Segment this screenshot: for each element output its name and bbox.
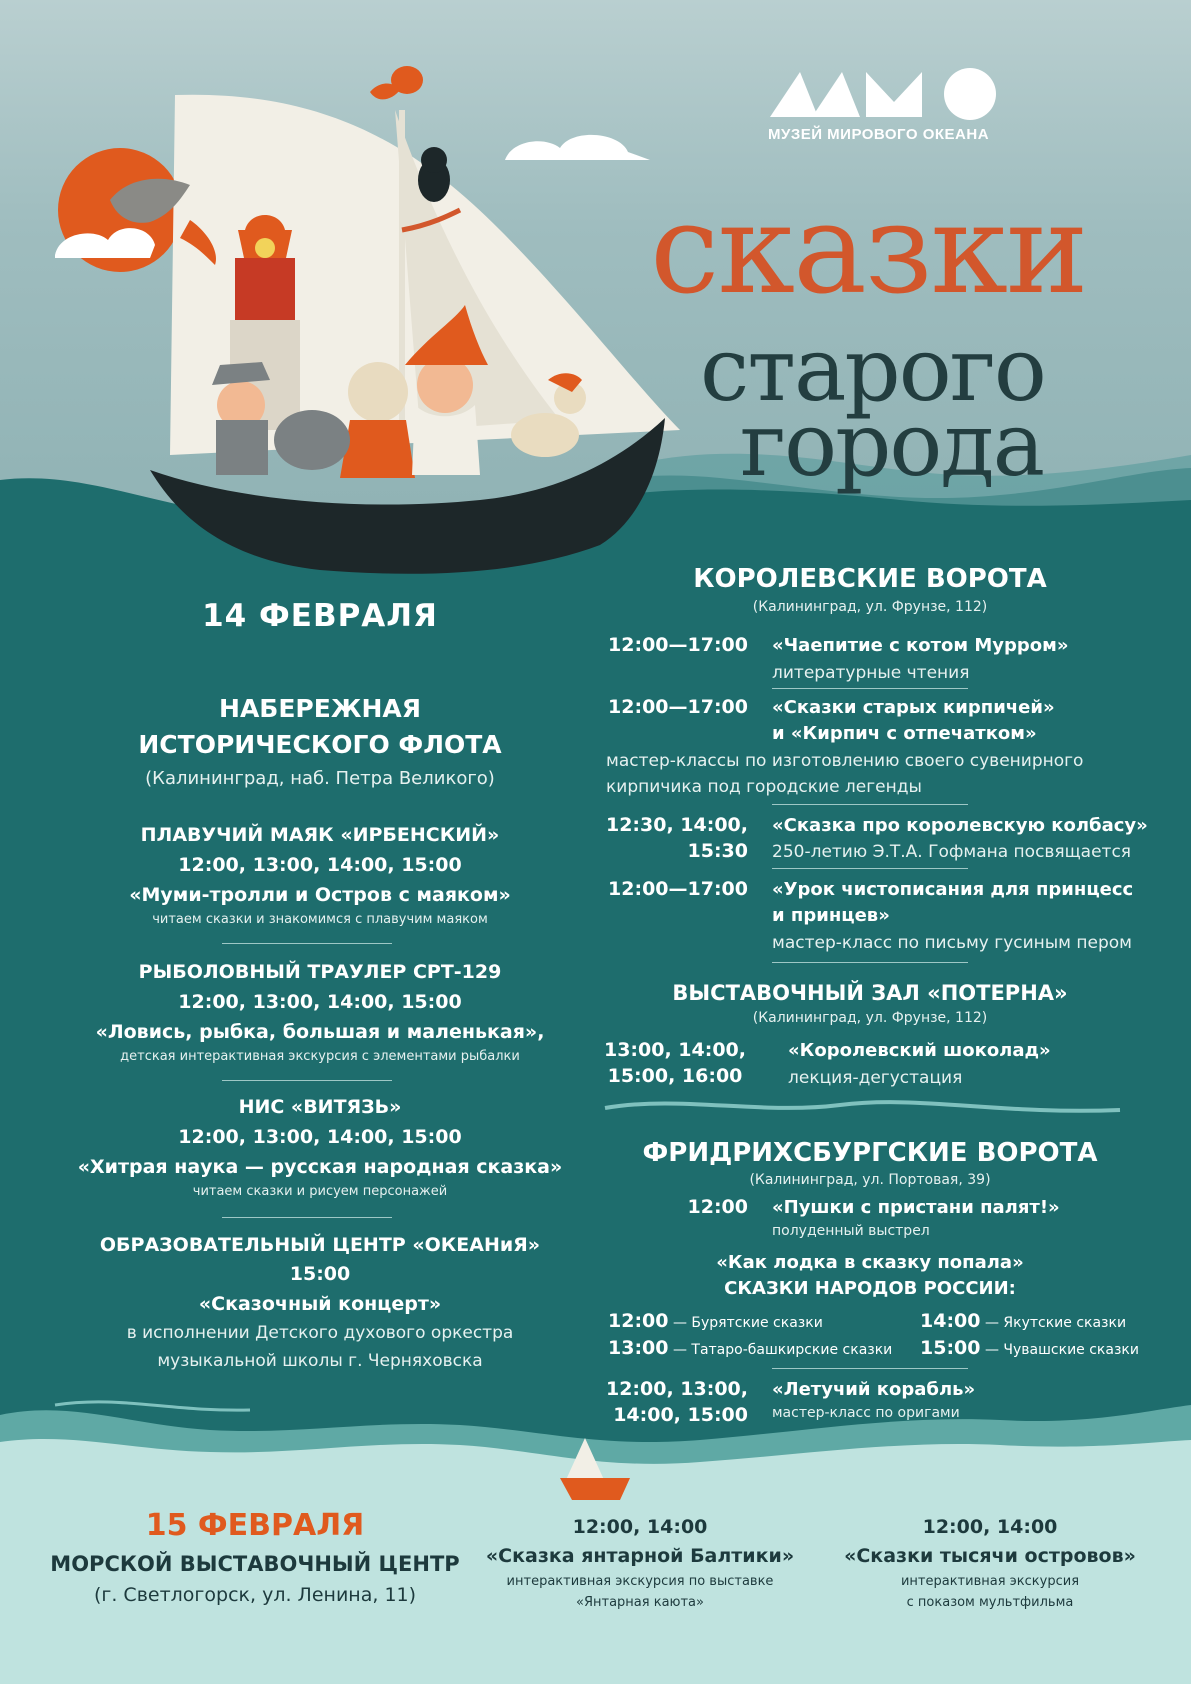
- event-desc-2: музыкальной школы г. Черняховска: [157, 1351, 483, 1371]
- title-line-3: города: [740, 393, 1044, 496]
- time: 15:00: [289, 1263, 351, 1285]
- event-title-2: и принцев»: [772, 905, 890, 926]
- event-title: «Сказочный концерт»: [198, 1293, 442, 1315]
- fridrikh-address: (Калининград, ул. Портовая, 39): [749, 1172, 991, 1188]
- event-desc: читаем сказки и рисуем персонажей: [192, 1184, 448, 1199]
- event-time-1: 12:00, 13:00,: [605, 1378, 748, 1400]
- event-desc-2: кирпичика под городские легенды: [606, 777, 922, 797]
- venue-line-2: ИСТОРИЧЕСКОГО ФЛОТА: [138, 730, 502, 759]
- event-desc: детская интерактивная экскурсия с элементами рыбалки: [120, 1049, 520, 1064]
- venue-address: (Калининград, наб. Петра Великого): [145, 768, 495, 789]
- museum-name: МУЗЕЙ МИРОВОГО ОКЕАНА: [768, 126, 990, 143]
- place-name: ОБРАЗОВАТЕЛЬНЫЙ ЦЕНТР «ОКЕАНиЯ»: [99, 1234, 541, 1256]
- event-time-1: 13:00, 14:00,: [603, 1039, 746, 1061]
- divider: [772, 868, 968, 869]
- tale-item: 14:00 — Якутские сказки: [920, 1310, 1127, 1332]
- divider: [772, 804, 968, 805]
- event-subtitle: СКАЗКИ НАРОДОВ РОССИИ:: [724, 1278, 1016, 1299]
- event-desc-2: с показом мультфильма: [906, 1595, 1074, 1610]
- event-title: «Хитрая наука — русская народная сказка»: [77, 1156, 563, 1178]
- tale-item: 15:00 — Чувашские сказки: [920, 1337, 1139, 1359]
- event-desc-2: «Янтарная каюта»: [576, 1595, 704, 1610]
- event-desc: мастер-класс по письму гусиным пером: [772, 933, 1133, 953]
- feb14-date: 14 ФЕВРАЛЯ: [202, 598, 438, 634]
- event-title-2: и «Кирпич с отпечатком»: [772, 723, 1037, 744]
- event-title: «Чаепитие с котом Мурром»: [772, 635, 1069, 656]
- event-title: «Летучий корабль»: [772, 1379, 976, 1400]
- korolevskie-title: КОРОЛЕВСКИЕ ВОРОТА: [693, 564, 1047, 594]
- event-time: 12:00: [687, 1196, 748, 1218]
- event-time-1: 12:30, 14:00,: [605, 814, 748, 836]
- event-time-2: 15:00, 16:00: [607, 1065, 743, 1087]
- divider: [772, 962, 968, 963]
- tale-item: 12:00 — Бурятские сказки: [608, 1310, 823, 1332]
- divider: [772, 1368, 968, 1369]
- event-time-2: 14:00, 15:00: [613, 1404, 748, 1426]
- event-title-1: «Сказки старых кирпичей»: [772, 697, 1055, 718]
- times: 12:00, 13:00, 14:00, 15:00: [178, 991, 462, 1013]
- tale-item: 13:00 — Татаро-башкирские сказки: [608, 1337, 893, 1359]
- poterna-title: ВЫСТАВОЧНЫЙ ЗАЛ «ПОТЕРНА»: [672, 981, 1068, 1005]
- place-name: НИС «ВИТЯЗЬ»: [238, 1096, 402, 1118]
- place-name: РЫБОЛОВНЫЙ ТРАУЛЕР СРТ-129: [138, 961, 502, 983]
- event-time: 12:00—17:00: [608, 878, 748, 900]
- event-desc: читаем сказки и знакомимся с плавучим маяком: [152, 912, 488, 927]
- event-title: «Сказка про королевскую колбасу»: [772, 815, 1148, 836]
- event-desc: мастер-класс по оригами: [772, 1405, 960, 1421]
- event-title: «Королевский шоколад»: [788, 1040, 1051, 1061]
- event-desc-1: в исполнении Детского духового оркестра: [126, 1323, 514, 1343]
- event-time-2: 15:30: [687, 840, 748, 862]
- event-title: «Пушки с пристани палят!»: [772, 1197, 1060, 1218]
- times: 12:00, 13:00, 14:00, 15:00: [178, 1126, 462, 1148]
- event-desc: 250-летию Э.Т.А. Гофмана посвящается: [772, 842, 1132, 862]
- divider: [222, 943, 392, 944]
- museum-logo-icon: [770, 62, 1015, 120]
- divider: [222, 1080, 392, 1081]
- divider: [222, 1217, 392, 1218]
- title-line-1: сказки: [650, 178, 1087, 322]
- feb15-venue: МОРСКОЙ ВЫСТАВОЧНЫЙ ЦЕНТР: [50, 1552, 460, 1576]
- korolevskie-address: (Калининград, ул. Фрунзе, 112): [752, 599, 988, 615]
- venue-line-1: НАБЕРЕЖНАЯ: [219, 694, 421, 723]
- event-time: 12:00, 14:00: [922, 1516, 1058, 1538]
- event-desc: лекция-дегустация: [788, 1068, 963, 1088]
- event-time: 12:00—17:00: [608, 696, 748, 718]
- divider: [772, 688, 968, 689]
- event-title: «Сказка янтарной Балтики»: [485, 1545, 795, 1567]
- poterna-address: (Калининград, ул. Фрунзе, 112): [752, 1010, 988, 1026]
- title-line-2: старого: [700, 318, 1045, 421]
- event-time: 12:00, 14:00: [572, 1516, 708, 1538]
- place-name: ПЛАВУЧИЙ МАЯК «ИРБЕНСКИЙ»: [140, 824, 500, 846]
- feb15-date: 15 ФЕВРАЛЯ: [145, 1508, 365, 1543]
- event-desc: литературные чтения: [772, 663, 970, 683]
- event-title: «Ловись, рыбка, большая и маленькая»,: [95, 1021, 545, 1043]
- event-desc: полуденный выстрел: [772, 1223, 930, 1239]
- event-title: «Муми-тролли и Остров с маяком»: [129, 884, 511, 906]
- times: 12:00, 13:00, 14:00, 15:00: [178, 854, 462, 876]
- event-time: 12:00—17:00: [608, 634, 748, 656]
- fridrikh-title: ФРИДРИХСБУРГСКИЕ ВОРОТА: [642, 1138, 1098, 1168]
- event-title: «Как лодка в сказку попала»: [716, 1252, 1024, 1273]
- event-title-1: «Урок чистописания для принцесс: [772, 879, 1134, 900]
- feb15-address: (г. Светлогорск, ул. Ленина, 11): [93, 1584, 417, 1606]
- event-desc-1: интерактивная экскурсия по выставке: [506, 1574, 774, 1589]
- event-title: «Сказки тысячи островов»: [844, 1545, 1136, 1567]
- event-desc-1: мастер-классы по изготовлению своего сувенирного: [606, 751, 1084, 771]
- event-desc-1: интерактивная экскурсия: [900, 1574, 1080, 1589]
